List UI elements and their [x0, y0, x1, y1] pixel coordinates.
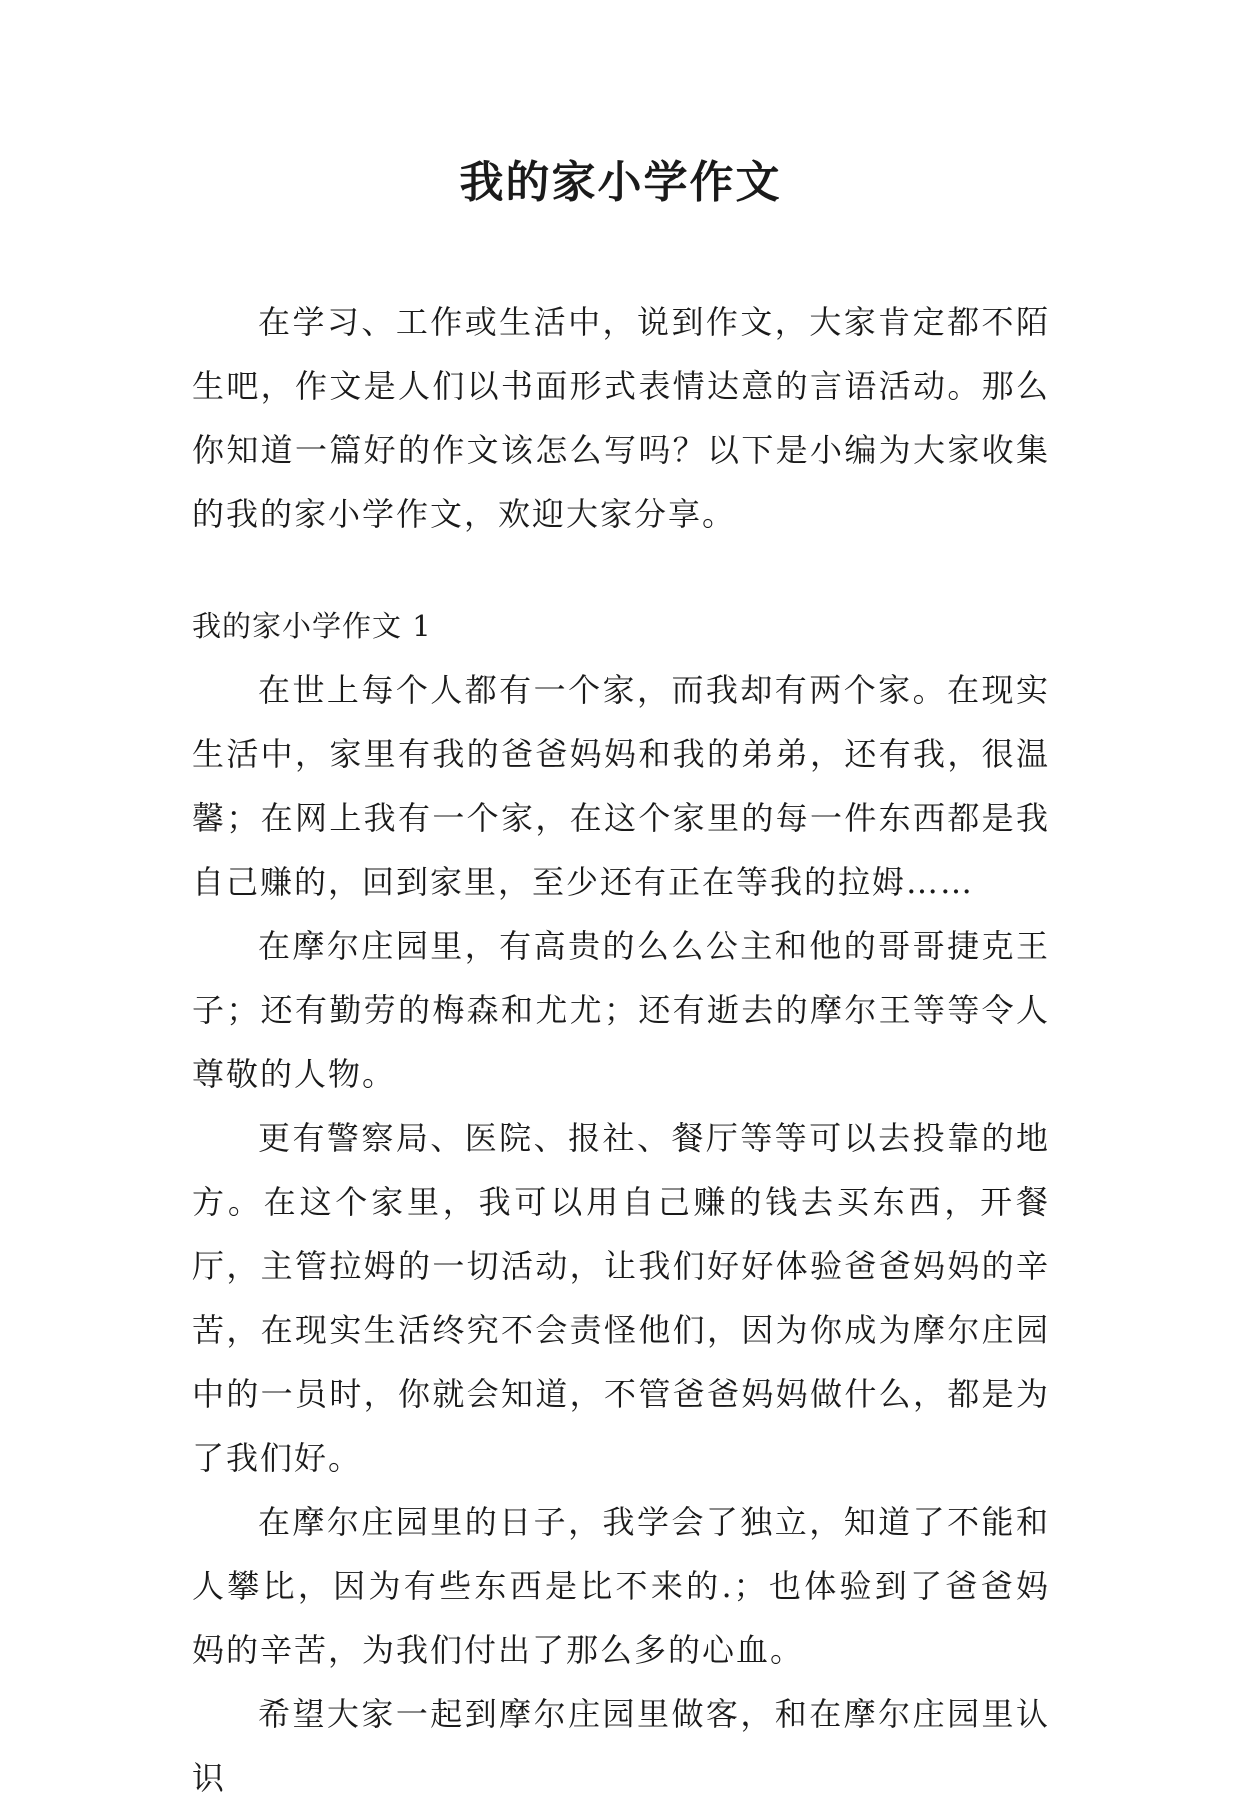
body-paragraph-2: 在摩尔庄园里，有高贵的么么公主和他的哥哥捷克王子；还有勤劳的梅森和尤尤；还有逝去的摩尔王等等令人尊敬的人物。 [192, 927, 1050, 1093]
body-paragraph-3: 更有警察局、医院、报社、餐厅等等可以去投靠的地方。在这个家里，我可以用自己赚的钱去买东西，开餐厅，主管拉姆的一切活动，让我们好好体验爸爸妈妈的辛苦，在现实生活终究不会责怪他们，因为你成为摩尔庄园中的一员时，你就会知道，不管爸爸妈妈做什么，都是为了我们好。 [192, 1119, 1050, 1477]
body-paragraph-1: 在世上每个人都有一个家，而我却有两个家。在现实生活中，家里有我的爸爸妈妈和我的弟弟，还有我，很温馨；在网上我有一个家，在这个家里的每一件东西都是我自己赚的，回到家里，至少还有正在等我的拉姆…… [192, 671, 1050, 901]
document-title: 我的家小学作文 [459, 157, 782, 208]
body-paragraph-4: 在摩尔庄园里的日子，我学会了独立，知道了不能和人攀比，因为有些东西是比不来的.；也体验到了爸爸妈妈的辛苦，为我们付出了那么多的心血。 [192, 1503, 1050, 1669]
intro-paragraph: 在学习、工作或生活中，说到作文，大家肯定都不陌生吧，作文是人们以书面形式表情达意的言语活动。那么你知道一篇好的作文该怎么写吗？以下是小编为大家收集的我的家小学作文，欢迎大家分享。 [192, 303, 1050, 533]
section-heading: 我的家小学作文 1 [192, 609, 432, 643]
body-paragraph-5: 希望大家一起到摩尔庄园里做客，和在摩尔庄园里认识 [192, 1695, 1050, 1797]
document-body [192, 290, 1050, 1810]
